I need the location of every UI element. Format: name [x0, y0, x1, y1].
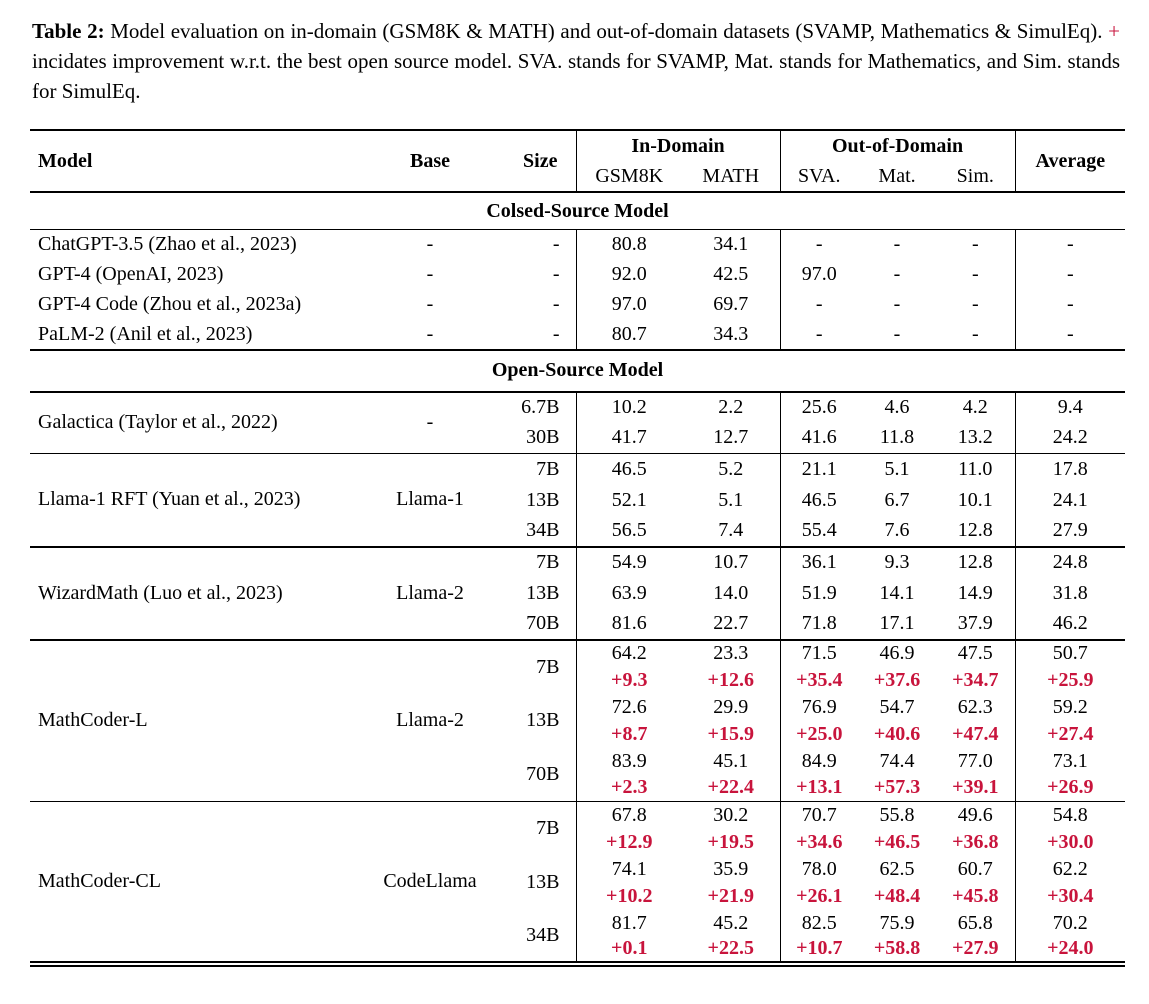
- score-cell: 54.8: [1015, 802, 1125, 829]
- score-cell: 62.2: [1015, 856, 1125, 883]
- base-cell: -: [426, 233, 434, 256]
- score-cell: 45.1: [713, 749, 749, 772]
- delta-cell: +15.9: [707, 722, 754, 745]
- score-cell: 46.9: [858, 640, 936, 667]
- col-group-out-of-domain: Out-of-Domain: [780, 130, 1015, 161]
- col-header-math: MATH: [702, 164, 760, 187]
- section-open-source: [30, 350, 1125, 392]
- score-cell: 31.8: [1015, 578, 1125, 609]
- base-cell: -: [426, 411, 434, 434]
- score-cell: 24.1: [1015, 485, 1125, 516]
- delta-cell: +25.9: [1015, 667, 1125, 694]
- delta-cell: +12.9: [576, 829, 682, 856]
- model-cell: MathCoder-CL: [30, 802, 355, 964]
- size-cell: 70B: [526, 612, 560, 635]
- table-row: [30, 392, 1125, 423]
- score-cell: 67.8: [576, 802, 682, 829]
- score-cell: 14.9: [957, 581, 993, 604]
- score-cell: 54.7: [879, 695, 915, 718]
- score-cell: 56.5: [576, 516, 682, 547]
- score-cell: 11.0: [936, 454, 1015, 485]
- score-cell: -: [780, 320, 858, 350]
- score-cell: -: [1015, 230, 1125, 260]
- table-row: [30, 230, 1125, 260]
- base-cell: -: [426, 322, 434, 345]
- table-row: [30, 547, 1125, 578]
- base-cell: CodeLlama: [355, 802, 505, 964]
- caption-label: Table 2:: [32, 19, 105, 43]
- score-cell: 65.8: [957, 911, 993, 934]
- score-cell: 5.1: [718, 488, 744, 511]
- score-cell: 37.9: [957, 612, 993, 635]
- score-cell: 60.7: [957, 857, 993, 880]
- col-header-gsm8k: GSM8K: [576, 161, 682, 192]
- col-header-size: Size: [505, 130, 576, 192]
- size-cell: 13B: [526, 871, 560, 894]
- col-header-mat: Mat.: [878, 164, 916, 187]
- score-cell: -: [893, 233, 901, 256]
- delta-cell: +58.8: [858, 937, 936, 964]
- delta-cell: +21.9: [707, 884, 754, 907]
- delta-cell: +27.9: [936, 937, 1015, 964]
- delta-cell: +9.3: [576, 667, 682, 694]
- table-row: [30, 290, 1125, 320]
- score-cell: 10.2: [576, 392, 682, 423]
- score-cell: -: [1015, 290, 1125, 320]
- score-cell: 63.9: [576, 578, 682, 609]
- score-cell: 75.9: [879, 911, 915, 934]
- size-cell: 13B: [526, 709, 560, 732]
- results-table: [30, 129, 1125, 967]
- score-cell: -: [893, 293, 901, 316]
- delta-cell: +19.5: [707, 830, 754, 853]
- score-cell: 45.2: [713, 911, 749, 934]
- score-cell: -: [971, 233, 979, 256]
- size-cell: 34B: [526, 519, 560, 542]
- score-cell: 97.0: [780, 260, 858, 290]
- score-cell: 9.3: [858, 547, 936, 578]
- section-title: Open-Source Model: [30, 350, 1125, 392]
- caption-text-after-plus: incidates improvement w.r.t. the best open source model. SVA. stands for SVAMP, Mat. stands for Mathematics, and Sim. stands for SimulEq.: [32, 49, 1120, 104]
- score-cell: 21.1: [780, 454, 858, 485]
- model-cell: ChatGPT-3.5 (Zhao et al., 2023): [38, 233, 297, 256]
- score-cell: 6.7: [884, 488, 910, 511]
- score-cell: -: [780, 290, 858, 320]
- score-cell: 54.9: [576, 547, 682, 578]
- delta-cell: +40.6: [873, 722, 921, 745]
- delta-cell: +25.0: [780, 721, 858, 748]
- score-cell: -: [780, 230, 858, 260]
- score-cell: 77.0: [957, 749, 993, 772]
- score-cell: -: [971, 322, 979, 345]
- delta-cell: +36.8: [952, 830, 999, 853]
- size-cell: 6.7B: [521, 396, 560, 419]
- score-cell: 27.9: [1015, 516, 1125, 547]
- table-row: [30, 802, 1125, 829]
- score-cell: 80.7: [576, 320, 682, 350]
- delta-cell: +57.3: [873, 776, 921, 799]
- delta-cell: +22.4: [707, 776, 754, 799]
- table-header: [30, 130, 1125, 192]
- size-cell: 13B: [526, 581, 560, 604]
- score-cell: 49.6: [936, 802, 1015, 829]
- size-cell: -: [552, 263, 560, 286]
- base-cell: Llama-2: [355, 640, 505, 802]
- score-cell: 5.1: [858, 454, 936, 485]
- col-header-base: Base: [355, 130, 505, 192]
- delta-cell: +45.8: [952, 884, 999, 907]
- caption-text-before-plus: Model evaluation on in-domain (GSM8K & MATH) and out-of-domain datasets (SVAMP, Mathematics & SimulEq).: [110, 19, 1103, 43]
- score-cell: 42.5: [713, 263, 749, 286]
- delta-cell: +10.2: [576, 883, 682, 910]
- score-cell: 70.2: [1015, 910, 1125, 937]
- table-row: [30, 454, 1125, 485]
- size-cell: 70B: [526, 762, 560, 785]
- delta-cell: +10.7: [780, 937, 858, 964]
- score-cell: 13.2: [957, 426, 993, 449]
- delta-cell: +34.7: [952, 668, 999, 691]
- score-cell: -: [893, 322, 901, 345]
- size-cell: 7B: [505, 547, 576, 578]
- closed-source-rows: [30, 230, 1125, 350]
- section-title: Colsed-Source Model: [30, 192, 1125, 230]
- score-cell: -: [893, 263, 901, 286]
- delta-cell: +2.3: [576, 775, 682, 802]
- section-closed-source: [30, 192, 1125, 230]
- score-cell: 72.6: [576, 694, 682, 721]
- delta-cell: +26.9: [1015, 775, 1125, 802]
- size-cell: -: [552, 293, 560, 316]
- delta-cell: +34.6: [780, 829, 858, 856]
- score-cell: 62.5: [879, 857, 915, 880]
- table-row: [30, 320, 1125, 350]
- score-cell: 74.4: [879, 749, 915, 772]
- score-cell: 84.9: [780, 748, 858, 775]
- score-cell: 71.8: [780, 609, 858, 640]
- delta-cell: +24.0: [1015, 937, 1125, 964]
- header-row-groups: [30, 130, 1125, 161]
- delta-cell: +13.1: [780, 775, 858, 802]
- score-cell: 9.4: [1015, 392, 1125, 423]
- score-cell: 17.8: [1015, 454, 1125, 485]
- score-cell: 34.3: [713, 322, 749, 345]
- delta-cell: +39.1: [952, 776, 999, 799]
- delta-cell: +8.7: [576, 721, 682, 748]
- score-cell: 92.0: [576, 260, 682, 290]
- model-cell: GPT-4 Code (Zhou et al., 2023a): [38, 293, 302, 316]
- base-cell: -: [426, 293, 434, 316]
- score-cell: 4.6: [884, 396, 910, 419]
- section-title-row: [30, 192, 1125, 230]
- score-cell: 81.7: [576, 910, 682, 937]
- score-cell: 71.5: [780, 640, 858, 667]
- score-cell: 41.6: [780, 423, 858, 454]
- table-row: [30, 640, 1125, 667]
- score-cell: 55.4: [780, 516, 858, 547]
- caption-plus-mark: +: [1108, 19, 1121, 43]
- delta-cell: +26.1: [780, 883, 858, 910]
- delta-cell: +0.1: [576, 937, 682, 964]
- size-cell: -: [552, 233, 560, 256]
- score-cell: 73.1: [1015, 748, 1125, 775]
- model-cell: GPT-4 (OpenAI, 2023): [38, 263, 224, 286]
- open-source-rows: [30, 392, 1125, 964]
- score-cell: 14.1: [879, 581, 915, 604]
- score-cell: 7.4: [718, 519, 744, 542]
- score-cell: 46.2: [1015, 609, 1125, 640]
- base-cell: Llama-2: [355, 547, 505, 640]
- delta-cell: +30.0: [1015, 829, 1125, 856]
- score-cell: 59.2: [1015, 694, 1125, 721]
- score-cell: 4.2: [962, 396, 988, 419]
- score-cell: 17.1: [879, 612, 915, 635]
- score-cell: 83.9: [576, 748, 682, 775]
- score-cell: 30.2: [682, 802, 780, 829]
- score-cell: 11.8: [879, 426, 915, 449]
- score-cell: 35.9: [713, 857, 749, 880]
- size-cell: 13B: [526, 488, 560, 511]
- base-cell: Llama-1: [355, 454, 505, 547]
- score-cell: 10.7: [682, 547, 780, 578]
- score-cell: 55.8: [858, 802, 936, 829]
- score-cell: 24.8: [1015, 547, 1125, 578]
- size-cell: -: [552, 322, 560, 345]
- score-cell: 62.3: [957, 695, 993, 718]
- score-cell: 51.9: [780, 578, 858, 609]
- score-cell: 22.7: [713, 612, 749, 635]
- score-cell: 2.2: [718, 396, 744, 419]
- score-cell: 69.7: [713, 293, 749, 316]
- model-cell: Galactica (Taylor et al., 2022): [38, 411, 278, 434]
- col-group-in-domain: In-Domain: [576, 130, 780, 161]
- score-cell: 12.8: [936, 547, 1015, 578]
- score-cell: 25.6: [780, 392, 858, 423]
- score-cell: 74.1: [576, 856, 682, 883]
- delta-cell: +12.6: [707, 668, 754, 691]
- model-cell: Llama-1 RFT (Yuan et al., 2023): [30, 454, 355, 547]
- score-cell: 36.1: [780, 547, 858, 578]
- model-cell: PaLM-2 (Anil et al., 2023): [38, 322, 253, 345]
- col-header-sim: Sim.: [956, 164, 994, 187]
- delta-cell: +37.6: [873, 668, 921, 691]
- score-cell: 82.5: [780, 910, 858, 937]
- base-cell: -: [426, 263, 434, 286]
- col-header-average: Average: [1015, 130, 1125, 192]
- score-cell: 5.2: [682, 454, 780, 485]
- delta-cell: +46.5: [873, 830, 921, 853]
- size-cell: 34B: [505, 910, 576, 964]
- score-cell: 12.8: [957, 519, 993, 542]
- score-cell: 29.9: [713, 695, 749, 718]
- score-cell: 97.0: [576, 290, 682, 320]
- delta-cell: +47.4: [952, 722, 999, 745]
- section-title-row: [30, 350, 1125, 392]
- size-cell: 7B: [505, 454, 576, 485]
- score-cell: -: [971, 263, 979, 286]
- score-cell: 78.0: [780, 856, 858, 883]
- score-cell: 76.9: [780, 694, 858, 721]
- score-cell: 23.3: [682, 640, 780, 667]
- delta-cell: +30.4: [1015, 883, 1125, 910]
- score-cell: -: [1015, 260, 1125, 290]
- score-cell: -: [971, 293, 979, 316]
- score-cell: 52.1: [576, 485, 682, 516]
- delta-cell: +35.4: [780, 667, 858, 694]
- score-cell: 24.2: [1015, 423, 1125, 454]
- table-caption: [32, 16, 1120, 106]
- size-cell: 7B: [505, 802, 576, 856]
- score-cell: 47.5: [936, 640, 1015, 667]
- score-cell: 10.1: [957, 488, 993, 511]
- score-cell: 46.5: [780, 485, 858, 516]
- delta-cell: +27.4: [1015, 721, 1125, 748]
- col-header-sva: SVA.: [780, 161, 858, 192]
- score-cell: 41.7: [576, 423, 682, 454]
- score-cell: 64.2: [576, 640, 682, 667]
- delta-cell: +48.4: [873, 884, 921, 907]
- score-cell: 81.6: [576, 609, 682, 640]
- score-cell: 70.7: [780, 802, 858, 829]
- score-cell: 50.7: [1015, 640, 1125, 667]
- delta-cell: +22.5: [682, 937, 780, 964]
- size-cell: 30B: [526, 426, 560, 449]
- score-cell: 7.6: [884, 519, 910, 542]
- score-cell: 34.1: [713, 233, 749, 256]
- size-cell: 7B: [505, 640, 576, 694]
- score-cell: 46.5: [576, 454, 682, 485]
- score-cell: 12.7: [713, 426, 749, 449]
- table-row: [30, 260, 1125, 290]
- score-cell: -: [1015, 320, 1125, 350]
- model-cell: MathCoder-L: [30, 640, 355, 802]
- col-header-model: Model: [30, 130, 355, 192]
- score-cell: 80.8: [576, 230, 682, 260]
- model-cell: WizardMath (Luo et al., 2023): [30, 547, 355, 640]
- score-cell: 14.0: [713, 581, 749, 604]
